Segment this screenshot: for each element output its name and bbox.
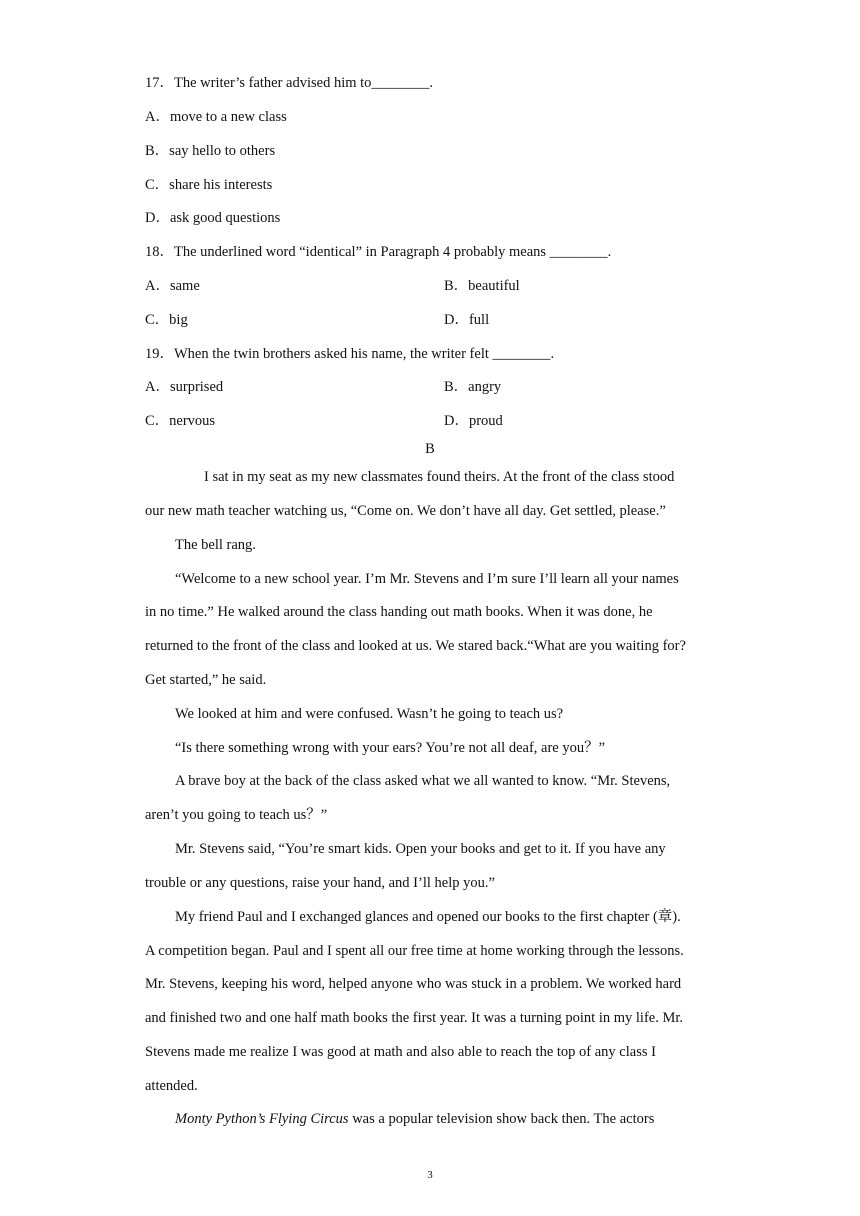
passage-line: Mr. Stevens, keeping his word, helped anyone who was stuck in a problem. We worked hard (145, 976, 682, 992)
question-19-stem: 19．When the twin brothers asked his name, the writer felt ________. (145, 346, 555, 362)
question-19-option-c: C．nervous (145, 413, 216, 429)
passage-line: Mr. Stevens said, “You’re smart kids. Open your books and get to it. If you have any (175, 841, 666, 857)
question-17-option-d: D．ask good questions (145, 210, 281, 226)
passage-line-rest: was a popular television show back then. The actors (348, 1111, 655, 1127)
passage-line: returned to the front of the class and looked at us. We stared back.“What are you waiting for? (145, 638, 686, 654)
question-18-option-c: C．big (145, 312, 188, 328)
passage-line: “Is there something wrong with your ears? You’re not all deaf, are you？” (175, 740, 606, 756)
question-18-option-a: A．same (145, 278, 200, 294)
section-b-heading: B (425, 441, 435, 457)
question-17-option-a: A．move to a new class (145, 109, 287, 125)
passage-line: in no time.” He walked around the class handing out math books. When it was done, he (145, 604, 653, 620)
passage-line: We looked at him and were confused. Wasn’t he going to teach us? (175, 706, 564, 722)
question-18-option-b: B．beautiful (444, 278, 520, 294)
question-17-option-c: C．share his interests (145, 177, 273, 193)
passage-line: attended. (145, 1078, 198, 1094)
question-19-option-b: B．angry (444, 379, 502, 395)
page-number: 3 (427, 1169, 433, 1181)
passage-line-last (175, 1110, 654, 1128)
question-18-option-d: D．full (444, 312, 490, 328)
passage-line: A brave boy at the back of the class asked what we all wanted to know. “Mr. Stevens, (175, 773, 671, 789)
question-17-option-b: B．say hello to others (145, 143, 276, 159)
question-19-option-a: A．surprised (145, 379, 224, 395)
passage-line: Stevens made me realize I was good at math and also able to reach the top of any class I (145, 1044, 656, 1060)
passage-line: aren’t you going to teach us？” (145, 807, 328, 823)
question-18-stem: 18．The underlined word “identical” in Paragraph 4 probably means ________. (145, 244, 612, 260)
passage-line: I sat in my seat as my new classmates found theirs. At the front of the class stood (204, 469, 675, 485)
passage-line: Get started,” he said. (145, 672, 267, 688)
passage-line: The bell rang. (175, 537, 256, 553)
passage-line: and finished two and one half math books the first year. It was a turning point in my life. Mr. (145, 1010, 684, 1026)
question-19-option-d: D．proud (444, 413, 503, 429)
question-17-stem: 17．The writer’s father advised him to________. (145, 75, 434, 91)
show-title: Monty Python’s Flying Circus (175, 1111, 349, 1127)
passage-line: “Welcome to a new school year. I’m Mr. Stevens and I’m sure I’ll learn all your names (175, 571, 679, 587)
passage-line: our new math teacher watching us, “Come on. We don’t have all day. Get settled, please.” (145, 503, 666, 519)
passage-line: trouble or any questions, raise your hand, and I’ll help you.” (145, 875, 495, 891)
passage-line: A competition began. Paul and I spent all our free time at home working through the lessons. (145, 943, 684, 959)
passage-line: My friend Paul and I exchanged glances and opened our books to the first chapter (章). (175, 909, 681, 925)
